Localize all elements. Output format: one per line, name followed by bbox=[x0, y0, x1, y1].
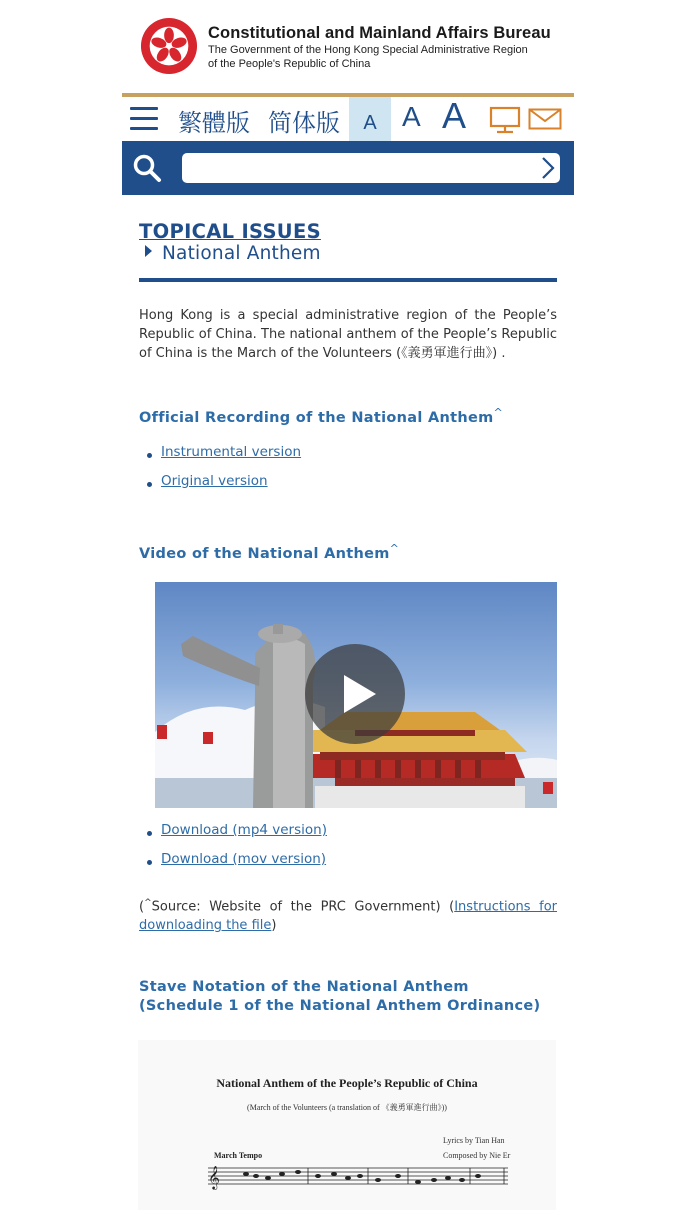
search-icon[interactable] bbox=[132, 153, 162, 183]
composer-credit: Composed by Nie Er bbox=[443, 1151, 511, 1160]
source-prefix: ( bbox=[139, 898, 145, 914]
instructions-link[interactable]: Instructions for downloading the file bbox=[139, 898, 558, 933]
caret-note: ^ bbox=[144, 897, 152, 908]
font-size-small-button[interactable]: A bbox=[349, 97, 391, 141]
menu-icon[interactable] bbox=[130, 107, 158, 131]
page-title bbox=[139, 243, 557, 264]
org-subtitle-line-1: The Government of the Hong Kong Special Administrative Region bbox=[208, 44, 528, 56]
chevron-right-icon[interactable] bbox=[540, 156, 556, 180]
search-input[interactable] bbox=[182, 153, 560, 183]
stave-notation-image[interactable] bbox=[138, 1040, 556, 1210]
video-source-note bbox=[139, 894, 557, 935]
page-title-text: National Anthem bbox=[162, 243, 321, 264]
source-text: Source: Website of the PRC Government) ( bbox=[151, 898, 455, 914]
section-title[interactable]: TOPICAL ISSUES bbox=[139, 220, 321, 243]
list-item bbox=[147, 444, 557, 473]
site-header bbox=[122, 0, 574, 94]
recording-links bbox=[147, 444, 557, 502]
lyrics-credit: Lyrics by Tian Han bbox=[443, 1136, 505, 1145]
font-size-medium-button[interactable]: A bbox=[402, 101, 421, 132]
main-content bbox=[139, 220, 557, 1016]
org-name: Constitutional and Mainland Affairs Bureau bbox=[208, 24, 551, 42]
score-subtitle: (March of the Volunteers (a translation of 《義勇軍進行曲》)) bbox=[247, 1103, 447, 1112]
desktop-version-icon[interactable] bbox=[489, 105, 521, 135]
video-heading bbox=[139, 542, 557, 562]
source-suffix: ) bbox=[271, 917, 277, 933]
title-rule bbox=[139, 278, 557, 282]
original-version-link[interactable]: Original version bbox=[161, 472, 268, 489]
toolbar bbox=[122, 97, 574, 141]
intro-paragraph: Hong Kong is a special administrative region of the People’s Republic of China. The national anthem of the People’s Republic of China is the March of the Volunteers (《義勇軍進行曲》) . bbox=[139, 308, 557, 361]
org-subtitle bbox=[208, 43, 528, 71]
play-icon[interactable] bbox=[305, 644, 405, 744]
anthem-video[interactable] bbox=[155, 582, 557, 808]
recording-heading bbox=[139, 406, 557, 426]
simplified-chinese-link[interactable]: 简体版 bbox=[268, 109, 340, 137]
music-staff bbox=[208, 1162, 508, 1192]
caret-note: ^ bbox=[389, 541, 400, 555]
list-item bbox=[147, 822, 557, 851]
recording-heading-text: Official Recording of the National Anthem bbox=[139, 409, 494, 426]
svg-text:𝄞: 𝄞 bbox=[208, 1165, 220, 1189]
mail-icon[interactable] bbox=[528, 108, 562, 130]
caret-note: ^ bbox=[493, 406, 504, 419]
list-item bbox=[147, 473, 557, 502]
download-mov-link[interactable]: Download (mov version) bbox=[161, 850, 327, 867]
stave-heading: Stave Notation of the National Anthem (Schedule 1 of the National Anthem Ordinance) bbox=[139, 978, 541, 1014]
score-title: National Anthem of the People’s Republic of China bbox=[216, 1076, 478, 1090]
triangle-right-icon bbox=[145, 245, 152, 257]
traditional-chinese-link[interactable]: 繁體版 bbox=[178, 109, 250, 137]
instrumental-version-link[interactable]: Instrumental version bbox=[161, 443, 302, 460]
list-item bbox=[147, 851, 557, 880]
hksar-emblem-icon[interactable] bbox=[140, 17, 198, 75]
video-heading-text: Video of the National Anthem bbox=[139, 545, 390, 562]
font-size-large-button[interactable]: A bbox=[442, 95, 467, 136]
video-download-links bbox=[147, 822, 557, 880]
tempo-marking: March Tempo bbox=[214, 1151, 263, 1160]
search-bar bbox=[122, 141, 574, 195]
page bbox=[122, 0, 574, 1189]
org-subtitle-line-2: of the People's Republic of China bbox=[208, 58, 371, 70]
download-mp4-link[interactable]: Download (mp4 version) bbox=[161, 821, 327, 838]
